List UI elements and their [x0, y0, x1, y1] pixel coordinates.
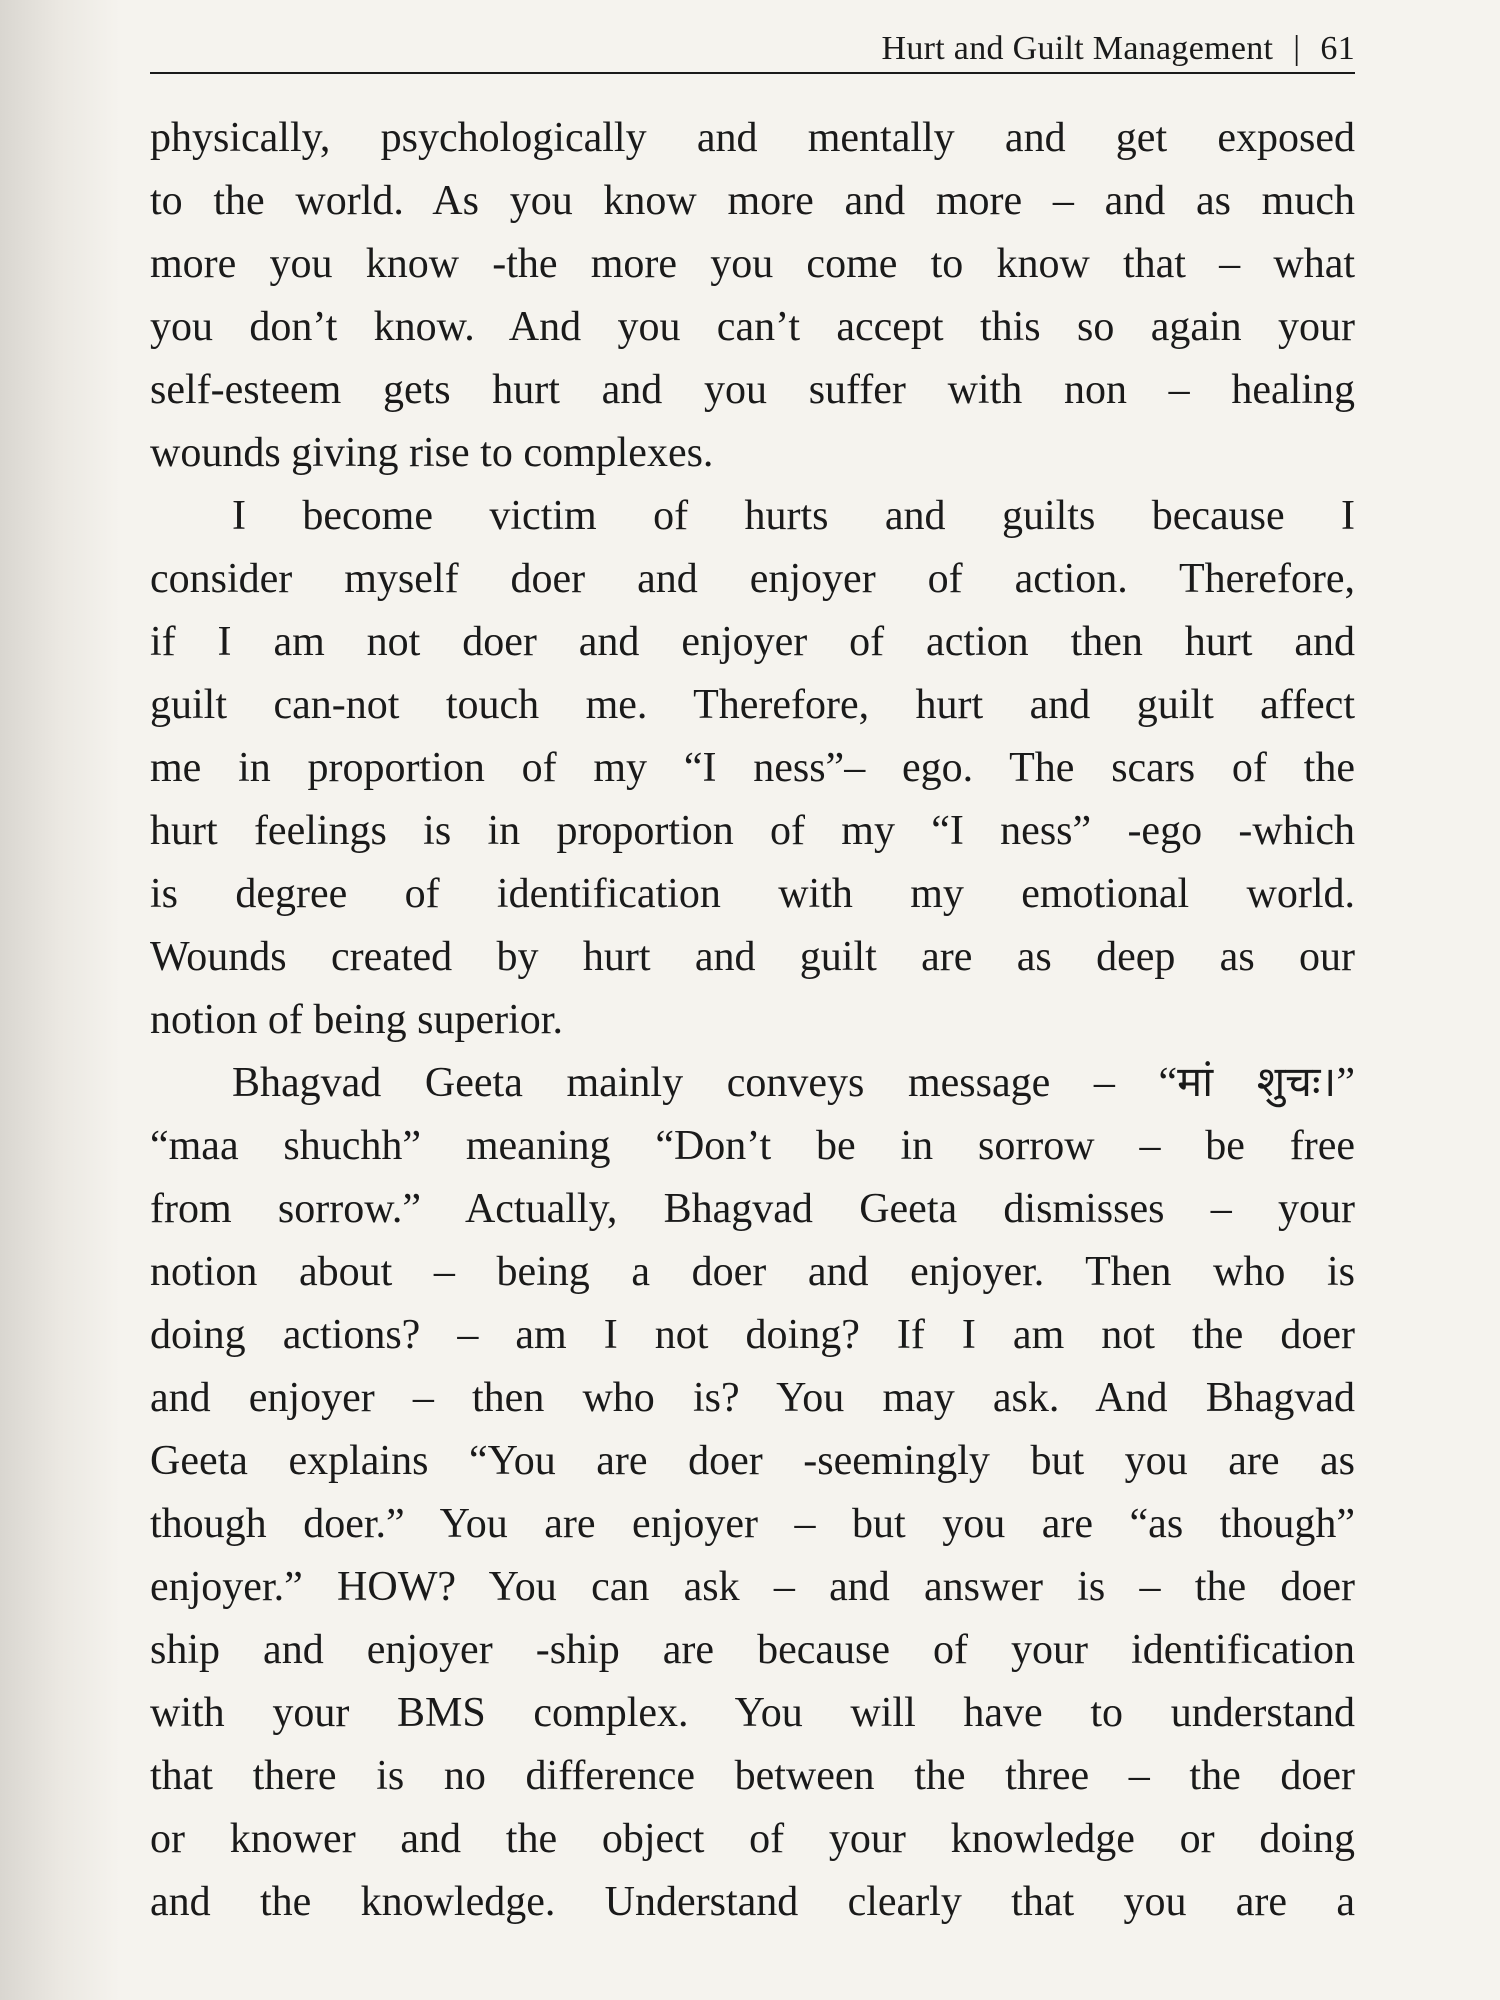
text-line: notion of being superior. — [150, 997, 563, 1043]
text-line: notion about – being a doer and enjoyer. Then who is — [150, 1249, 1355, 1295]
text-line: if I am not doer and enjoyer of action then hurt and — [150, 619, 1355, 665]
chapter-title: Hurt and Guilt Management — [881, 30, 1274, 67]
text-line: is degree of identification with my emotional world. — [150, 871, 1355, 917]
text-line: from sorrow.” Actually, Bhagvad Geeta dismisses – your — [150, 1186, 1355, 1232]
text-line: doing actions? – am I not doing? If I am not the doer — [150, 1312, 1355, 1358]
text-line: with your BMS complex. You will have to understand — [150, 1690, 1355, 1736]
text-line: Wounds created by hurt and guilt are as deep as our — [150, 934, 1355, 980]
page-edge-shadow — [0, 0, 120, 2000]
text-line: to the world. As you know more and more – and as much — [150, 178, 1355, 224]
text-line: “maa shuchh” meaning “Don’t be in sorrow – be free — [150, 1123, 1355, 1169]
text-line-paragraph-start: Bhagvad Geeta mainly conveys message – “मां शुचः।” — [232, 1060, 1355, 1106]
text-line: and the knowledge. Understand clearly that you are a — [150, 1879, 1355, 1925]
text-line: or knower and the object of your knowledge or doing — [150, 1816, 1355, 1862]
body-text — [150, 107, 1355, 1934]
book-page — [150, 0, 1355, 2000]
text-line: wounds giving rise to complexes. — [150, 430, 714, 476]
text-line: and enjoyer – then who is? You may ask. And Bhagvad — [150, 1375, 1355, 1421]
text-line: me in proportion of my “I ness”– ego. The scars of the — [150, 745, 1355, 791]
text-line: guilt can-not touch me. Therefore, hurt and guilt affect — [150, 682, 1355, 728]
page-number: 61 — [1320, 30, 1355, 67]
header-separator: | — [1293, 30, 1301, 67]
text-line-paragraph-start: I become victim of hurts and guilts because I — [232, 493, 1355, 539]
text-line: physically, psychologically and mentally and get exposed — [150, 115, 1355, 161]
text-line: you don’t know. And you can’t accept this so again your — [150, 304, 1355, 350]
running-header — [150, 18, 1355, 74]
text-line: more you know -the more you come to know that – what — [150, 241, 1355, 287]
text-line: consider myself doer and enjoyer of action. Therefore, — [150, 556, 1355, 602]
text-line: Geeta explains “You are doer -seemingly but you are as — [150, 1438, 1355, 1484]
text-line: enjoyer.” HOW? You can ask – and answer is – the doer — [150, 1564, 1355, 1610]
text-line: that there is no difference between the three – the doer — [150, 1753, 1355, 1799]
text-line: self-esteem gets hurt and you suffer with non – healing — [150, 367, 1355, 413]
text-line: ship and enjoyer -ship are because of your identification — [150, 1627, 1355, 1673]
text-line: hurt feelings is in proportion of my “I ness” -ego -which — [150, 808, 1355, 854]
text-line: though doer.” You are enjoyer – but you are “as though” — [150, 1501, 1355, 1547]
